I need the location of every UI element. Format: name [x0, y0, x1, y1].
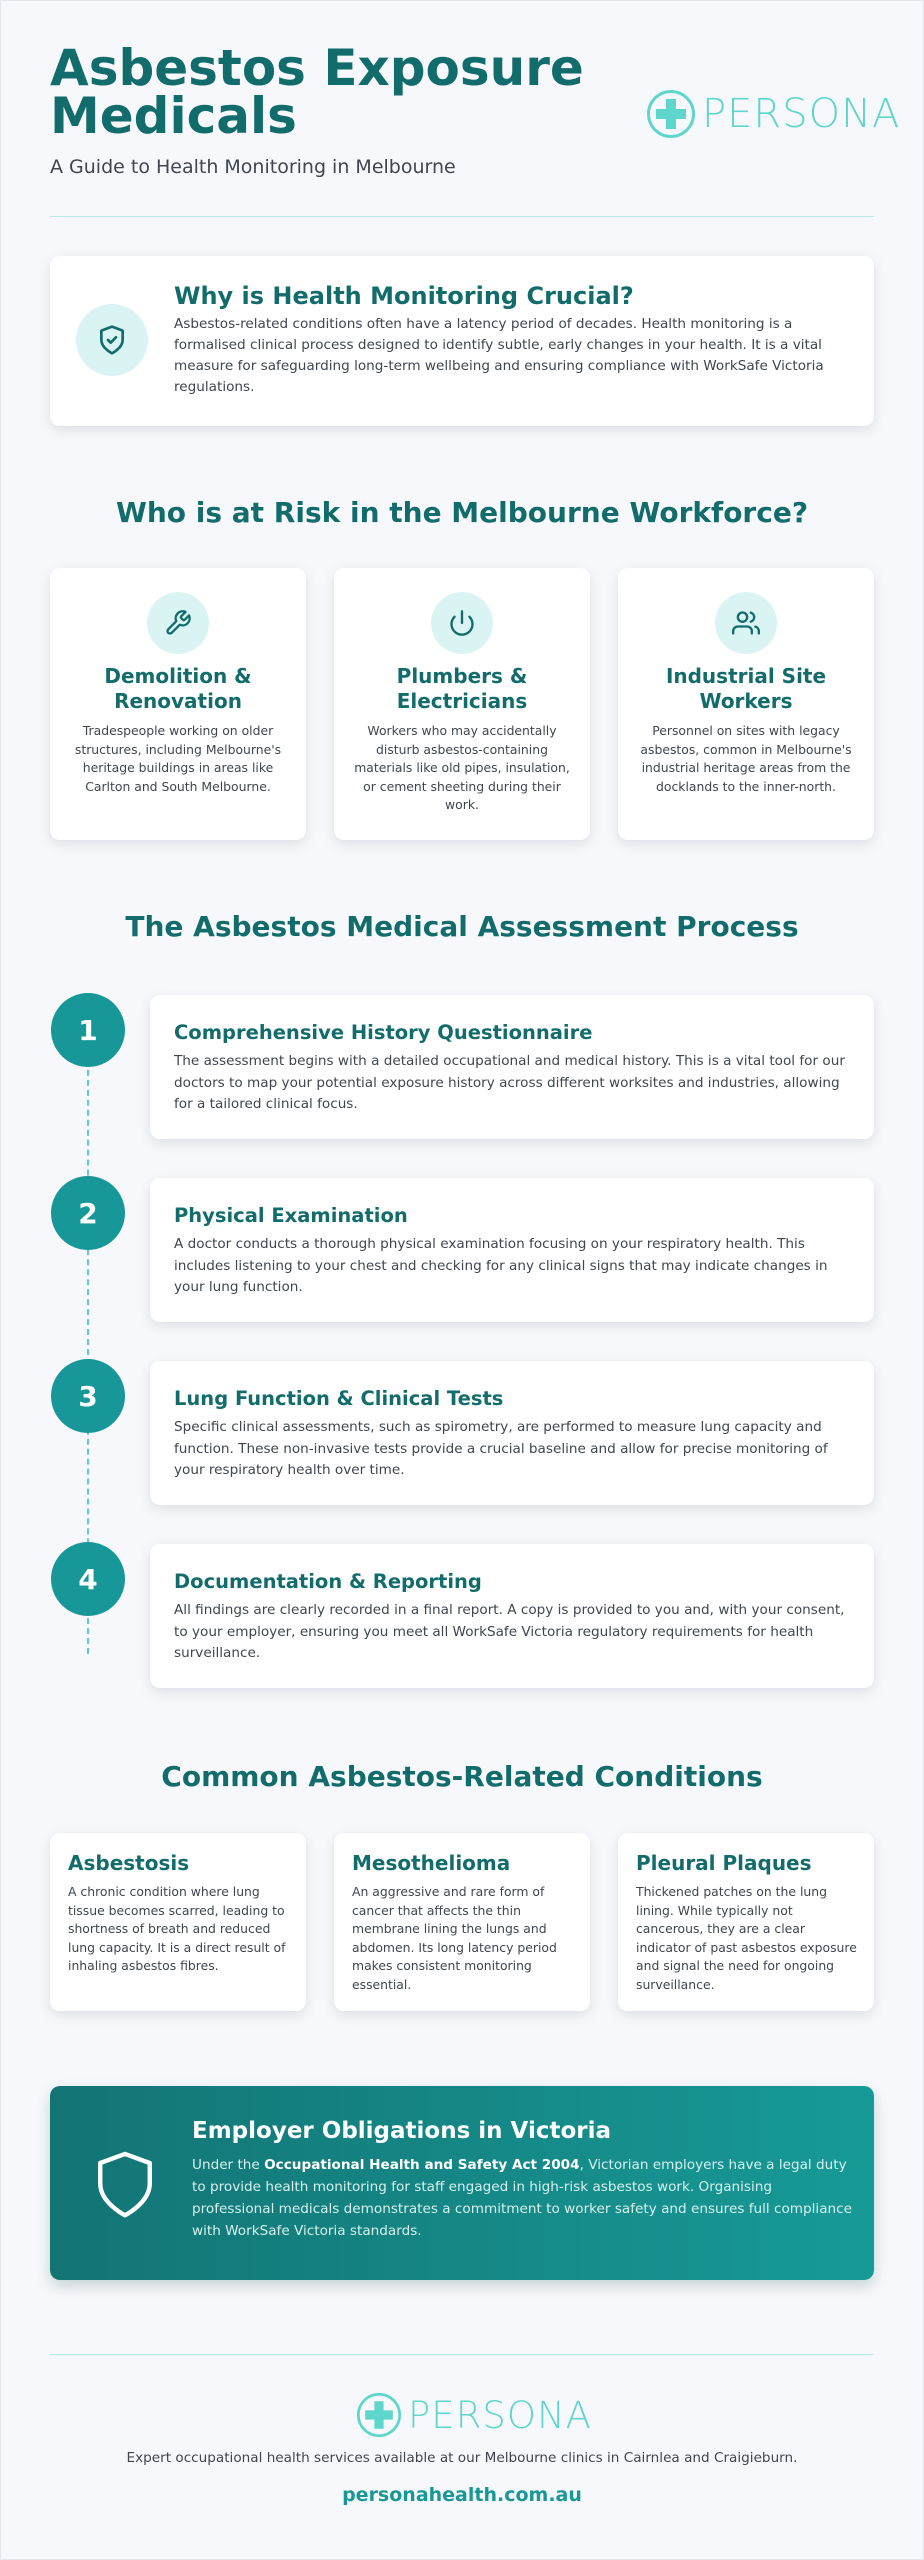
footer-logo-text: PERSONA — [408, 2393, 592, 2437]
condition-text: An aggressive and rare form of cancer that affects the thin membrane lining the lungs and abdomen. Its long latency period makes consistent monitoring essential. — [352, 1884, 557, 1992]
health-monitoring-card — [50, 256, 874, 426]
step-title: Lung Function & Clinical Tests — [174, 1387, 504, 1410]
condition-card-mesothelioma — [334, 1833, 590, 2011]
risk-heading: Who is at Risk in the Melbourne Workforce? — [115, 496, 809, 529]
condition-text: Thickened patches on the lung lining. While typically not cancerous, they are a clear indicator of past asbestos exposure and signal the need for ongoing surveillance. — [636, 1884, 857, 1992]
logo-text: PERSONA — [702, 91, 901, 137]
risk-card-plumbers — [334, 568, 590, 840]
footer-divider — [50, 2354, 874, 2355]
step-title: Documentation & Reporting — [174, 1570, 482, 1593]
step-text: All findings are clearly recorded in a final report. A copy is provided to you and, with your consent, to your employer, ensuring you meet all WorkSafe Victoria regulatory requirements for health surveillance. — [174, 1602, 845, 1661]
risk-card-title: Industrial Site Workers — [665, 664, 827, 713]
condition-title: Mesothelioma — [352, 1851, 511, 1875]
step-card-history — [150, 995, 874, 1139]
condition-text: A chronic condition where lung tissue becomes scarred, leading to shortness of breath and reduced lung capacity. It is a direct result of inhaling asbestos fibres. — [68, 1884, 286, 1973]
act-name: Occupational Health and Safety Act 2004 — [264, 2157, 580, 2173]
condition-title: Asbestosis — [68, 1851, 190, 1875]
risk-card-text: Personnel on sites with legacy asbestos, common in Melbourne's industrial heritage areas from the docklands to the inner-north. — [640, 723, 852, 794]
step-text: The assessment begins with a detailed occupational and medical history. This is a vital tool for our doctors to map your potential exposure history across different worksites and industries, allowing for a tailored clinical focus. — [174, 1053, 845, 1112]
condition-title: Pleural Plaques — [636, 1851, 812, 1875]
risk-card-text: Tradespeople working on older structures, including Melbourne's heritage buildings in areas like Carlton and South Melbourne. — [74, 723, 282, 794]
risk-card-title: Plumbers & Electricians — [396, 664, 528, 713]
wrench-icon — [147, 592, 209, 654]
risk-card-text: Workers who may accidentally disturb asbestos-containing materials like old pipes, insulation, or cement sheeting during their work. — [354, 723, 570, 812]
condition-card-pleural-plaques — [618, 1833, 874, 2011]
step-title: Physical Examination — [174, 1204, 408, 1227]
page-subtitle: A Guide to Health Monitoring in Melbourne — [50, 156, 456, 178]
shield-check-icon — [76, 304, 148, 376]
banner-title: Employer Obligations in Victoria — [192, 2118, 612, 2144]
intro-text: Asbestos-related conditions often have a latency period of decades. Health monitoring is a formalised clinical process designed to identify subtle, early changes in your health. It is a vital measure for safeguarding long-term wellbeing and ensuring compliance with WorkSafe Victoria regulations. — [174, 316, 824, 395]
process-heading: The Asbestos Medical Assessment Process — [125, 910, 799, 943]
employer-obligations-banner — [50, 2086, 874, 2280]
risk-card-title: Demolition & Renovation — [104, 664, 252, 713]
risk-card-demolition — [50, 568, 306, 840]
banner-text-body: , Victorian employers have a legal duty to provide health monitoring for staff engaged in high-risk asbestos work. Organising professional medicals demonstrates a commitment to worker safety and ensures full compliance with WorkSafe Victoria standards. — [192, 2157, 852, 2239]
risk-card-industrial — [618, 568, 874, 840]
step-card-physical — [150, 1178, 874, 1322]
page-title: Asbestos Exposure Medicals — [50, 39, 584, 145]
medical-cross-icon — [646, 89, 696, 139]
conditions-heading: Common Asbestos-Related Conditions — [161, 1760, 763, 1793]
step-number-badge: 4 — [51, 1542, 125, 1616]
step-text: Specific clinical assessments, such as spirometry, are performed to measure lung capacity and function. These non-invasive tests provide a crucial baseline and allow for precise monitoring of your respiratory health over time. — [174, 1419, 828, 1478]
banner-text-lead: Under the — [192, 2157, 265, 2173]
step-title: Comprehensive History Questionnaire — [174, 1021, 593, 1044]
footer-persona-logo[interactable] — [356, 2392, 592, 2438]
users-icon — [715, 592, 777, 654]
intro-title: Why is Health Monitoring Crucial? — [174, 282, 634, 310]
shield-icon — [92, 2148, 158, 2226]
step-card-documentation — [150, 1544, 874, 1688]
step-text: A doctor conducts a thorough physical examination focusing on your respiratory health. This includes listening to your chest and checking for any clinical signs that may indicate changes in your lung function. — [174, 1236, 828, 1295]
step-number-badge: 3 — [51, 1359, 125, 1433]
footer-text: Expert occupational health services available at our Melbourne clinics in Cairnlea and Craigieburn. — [126, 2450, 798, 2466]
persona-logo[interactable] — [646, 89, 900, 139]
banner-text — [192, 2154, 854, 2242]
header-divider — [50, 216, 874, 217]
medical-cross-icon — [356, 2392, 402, 2438]
step-card-lung-function — [150, 1361, 874, 1505]
power-icon — [431, 592, 493, 654]
condition-card-asbestosis — [50, 1833, 306, 2011]
website-link[interactable]: personahealth.com.au — [342, 2484, 582, 2506]
step-number-badge: 1 — [51, 993, 125, 1067]
step-number-badge: 2 — [51, 1176, 125, 1250]
